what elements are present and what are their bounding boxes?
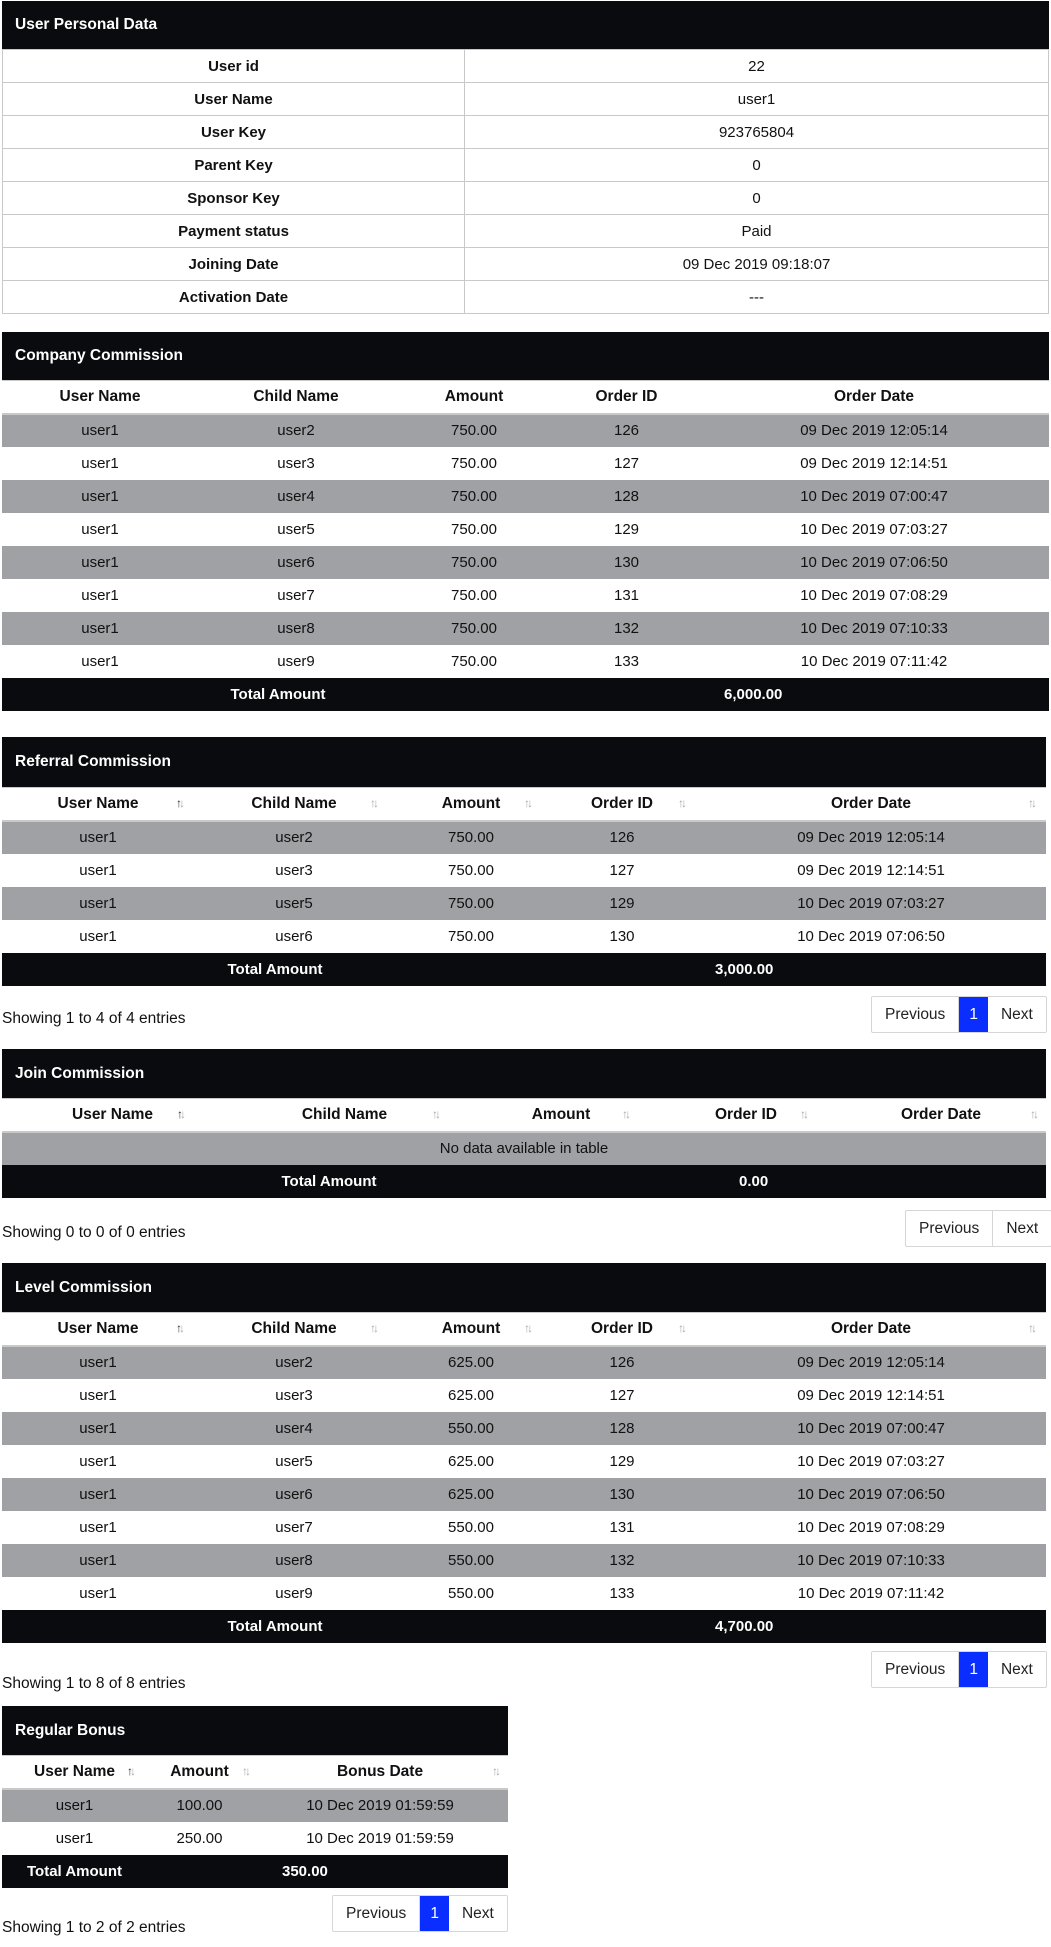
column-header-label: User Name	[57, 794, 139, 812]
sort-icon[interactable]: ↑↓	[492, 1764, 498, 1778]
sort-icon[interactable]: ↑↓	[127, 1764, 133, 1778]
table-cell: user1	[2, 579, 198, 612]
referral-commission-panel	[2, 737, 1046, 986]
field-label: User Name	[3, 83, 465, 116]
table-cell: 750.00	[394, 447, 554, 480]
table-cell: user6	[198, 546, 394, 579]
level-page-1-button[interactable]: 1	[959, 1652, 988, 1687]
table-cell: 128	[548, 1412, 696, 1445]
table-cell: user9	[194, 1577, 394, 1610]
table-row	[2, 887, 1046, 920]
sort-icon[interactable]: ↑↓	[176, 1321, 182, 1335]
column-header-label: Amount	[170, 1762, 229, 1780]
field-value: 22	[465, 50, 1049, 83]
total-label: Total Amount	[2, 953, 548, 986]
column-header-label: Order ID	[590, 1319, 653, 1337]
table-cell: user1	[2, 480, 198, 513]
table-row	[2, 1346, 1046, 1379]
table-cell: user1	[2, 1412, 194, 1445]
column-header-label: User Name	[34, 1762, 115, 1780]
table-cell: user1	[2, 920, 194, 953]
table-row	[2, 546, 1049, 579]
column-header-user-name[interactable]	[2, 788, 194, 821]
column-header-order-id[interactable]	[548, 788, 696, 821]
sort-icon[interactable]: ↑↓	[800, 1107, 806, 1121]
table-cell: 09 Dec 2019 12:05:14	[696, 1346, 1046, 1379]
sort-icon[interactable]: ↑↓	[370, 796, 376, 810]
table-cell: 10 Dec 2019 07:06:50	[696, 920, 1046, 953]
total-row	[2, 953, 1046, 986]
table-row	[2, 920, 1046, 953]
table-cell: 126	[548, 821, 696, 854]
sort-icon[interactable]: ↑↓	[524, 1321, 530, 1335]
table-row	[2, 513, 1049, 546]
field-label: Parent Key	[3, 149, 465, 182]
table-cell: 127	[554, 447, 699, 480]
table-row	[2, 447, 1049, 480]
table-cell: user2	[198, 414, 394, 447]
table-cell: user2	[194, 1346, 394, 1379]
company-commission-title: Company Commission	[2, 332, 1049, 380]
personal-data-row	[3, 281, 1049, 314]
personal-data-row	[3, 50, 1049, 83]
level-entries-info: Showing 1 to 8 of 8 entries	[2, 1675, 186, 1692]
table-cell: 130	[548, 920, 696, 953]
total-value: 0.00	[656, 1165, 1046, 1198]
table-cell: 10 Dec 2019 07:10:33	[696, 1544, 1046, 1577]
sort-icon[interactable]: ↑↓	[1028, 1321, 1034, 1335]
bonus-next-button[interactable]: Next	[461, 1905, 494, 1922]
column-header-amount[interactable]	[466, 1099, 656, 1132]
total-row	[2, 678, 1049, 711]
column-header-child-name[interactable]	[223, 1099, 466, 1132]
empty-message: No data available in table	[2, 1132, 1046, 1165]
table-cell: 126	[548, 1346, 696, 1379]
column-header-label: Order Date	[830, 794, 912, 812]
sort-icon[interactable]: ↑↓	[177, 1107, 183, 1121]
table-row	[2, 645, 1049, 678]
column-header-label: Order Date	[830, 1319, 912, 1337]
table-row	[2, 854, 1046, 887]
bonus-previous-button[interactable]: Previous	[333, 1896, 420, 1931]
sort-icon[interactable]: ↑↓	[432, 1107, 438, 1121]
level-next-button[interactable]: Next	[1000, 1661, 1033, 1678]
table-row	[2, 480, 1049, 513]
sort-icon[interactable]: ↑↓	[1030, 1107, 1036, 1121]
column-header-order-date[interactable]	[836, 1099, 1046, 1132]
join-commission-title: Join Commission	[2, 1049, 1046, 1098]
level-commission-panel	[2, 1263, 1046, 1643]
field-label: User Key	[3, 116, 465, 149]
column-header-label: Child Name	[301, 1105, 388, 1123]
table-row	[2, 1445, 1046, 1478]
table-cell: 750.00	[394, 612, 554, 645]
join-commission-table	[2, 1098, 1046, 1198]
table-cell: user8	[198, 612, 394, 645]
table-cell: user1	[2, 1445, 194, 1478]
personal-data-row	[3, 182, 1049, 215]
column-header-label: Child Name	[251, 794, 337, 812]
company-commission-panel	[2, 332, 1049, 711]
column-header-label: Child Name	[251, 1319, 337, 1337]
sort-icon[interactable]: ↑↓	[524, 796, 530, 810]
join-commission-panel	[2, 1049, 1046, 1198]
table-cell: 550.00	[394, 1412, 548, 1445]
table-cell: user1	[2, 1544, 194, 1577]
field-value: 0	[465, 182, 1049, 215]
total-value: 6,000.00	[554, 678, 1049, 711]
column-header-label: User Name	[59, 387, 141, 405]
table-cell: 126	[554, 414, 699, 447]
table-cell: 132	[554, 612, 699, 645]
personal-data-panel	[2, 1, 1049, 314]
table-cell: 10 Dec 2019 07:11:42	[696, 1577, 1046, 1610]
table-cell: user5	[194, 1445, 394, 1478]
field-label: Joining Date	[3, 248, 465, 281]
sort-icon[interactable]: ↑↓	[176, 796, 182, 810]
table-cell: 131	[554, 579, 699, 612]
table-row	[2, 579, 1049, 612]
company-commission-table	[2, 380, 1049, 711]
table-cell: 250.00	[147, 1822, 252, 1855]
table-cell: 127	[548, 854, 696, 887]
column-header-child-name[interactable]	[194, 788, 394, 821]
table-cell: user1	[2, 414, 198, 447]
table-cell: 130	[554, 546, 699, 579]
table-cell: 133	[548, 1577, 696, 1610]
table-row	[2, 821, 1046, 854]
table-cell: 10 Dec 2019 01:59:59	[252, 1789, 508, 1822]
table-cell: 750.00	[394, 579, 554, 612]
bonus-entries-info: Showing 1 to 2 of 2 entries	[2, 1919, 186, 1936]
table-cell: user3	[194, 854, 394, 887]
table-cell: user5	[194, 887, 394, 920]
column-header-label: User Name	[72, 1105, 153, 1123]
column-header-label: Amount	[441, 794, 501, 812]
regular-bonus-title: Regular Bonus	[2, 1706, 508, 1755]
total-value: 350.00	[147, 1855, 508, 1888]
table-cell: user1	[2, 1478, 194, 1511]
table-row	[2, 1789, 508, 1822]
column-header-user-name[interactable]	[2, 1756, 147, 1789]
table-cell: 09 Dec 2019 12:14:51	[696, 854, 1046, 887]
table-cell: user5	[198, 513, 394, 546]
column-header-label: Child Name	[253, 387, 339, 405]
field-label: Sponsor Key	[3, 182, 465, 215]
personal-data-title: User Personal Data	[2, 1, 1049, 49]
table-cell: 750.00	[394, 480, 554, 513]
table-cell: 10 Dec 2019 07:08:29	[699, 579, 1049, 612]
table-cell: 128	[554, 480, 699, 513]
column-header-amount[interactable]	[147, 1756, 252, 1789]
table-row	[2, 414, 1049, 447]
field-value: 923765804	[465, 116, 1049, 149]
total-value: 3,000.00	[548, 953, 1046, 986]
sort-icon[interactable]: ↑↓	[242, 1764, 248, 1778]
table-cell: 09 Dec 2019 12:05:14	[699, 414, 1049, 447]
bonus-pagination	[332, 1895, 508, 1932]
table-cell: 129	[548, 1445, 696, 1478]
column-header-label: Amount	[531, 1105, 591, 1123]
table-cell: 10 Dec 2019 07:03:27	[699, 513, 1049, 546]
table-cell: user3	[194, 1379, 394, 1412]
table-cell: 750.00	[394, 887, 548, 920]
field-value: 09 Dec 2019 09:18:07	[465, 248, 1049, 281]
field-label: Payment status	[3, 215, 465, 248]
table-cell: 129	[554, 513, 699, 546]
column-header-user-name[interactable]	[2, 1099, 223, 1132]
table-cell: 10 Dec 2019 07:03:27	[696, 1445, 1046, 1478]
column-header-user-name	[2, 381, 198, 414]
sort-icon[interactable]: ↑↓	[678, 796, 684, 810]
table-cell: 550.00	[394, 1544, 548, 1577]
table-cell: user4	[198, 480, 394, 513]
referral-entries-info: Showing 1 to 4 of 4 entries	[2, 1010, 186, 1027]
column-header-label: Order Date	[900, 1105, 982, 1123]
table-cell: user7	[198, 579, 394, 612]
column-header-label: Order Date	[833, 387, 915, 405]
column-header-order-date	[699, 381, 1049, 414]
referral-commission-title: Referral Commission	[2, 737, 1046, 787]
table-row	[2, 1478, 1046, 1511]
table-cell: user7	[194, 1511, 394, 1544]
level-previous-button[interactable]: Previous	[872, 1652, 959, 1687]
column-header-label: Bonus Date	[336, 1762, 424, 1780]
regular-bonus-panel	[2, 1706, 508, 1888]
table-row	[2, 1511, 1046, 1544]
field-label: User id	[3, 50, 465, 83]
sort-icon[interactable]: ↑↓	[622, 1107, 628, 1121]
table-cell: 750.00	[394, 513, 554, 546]
table-cell: 750.00	[394, 414, 554, 447]
column-header-user-name[interactable]	[2, 1313, 194, 1346]
table-cell: 131	[548, 1511, 696, 1544]
personal-data-row	[3, 83, 1049, 116]
personal-data-row	[3, 248, 1049, 281]
table-cell: 09 Dec 2019 12:14:51	[699, 447, 1049, 480]
table-cell: 10 Dec 2019 07:08:29	[696, 1511, 1046, 1544]
sort-icon[interactable]: ↑↓	[370, 1321, 376, 1335]
regular-bonus-table	[2, 1755, 508, 1888]
table-cell: 750.00	[394, 854, 548, 887]
table-row	[2, 1544, 1046, 1577]
join-entries-info: Showing 0 to 0 of 0 entries	[2, 1224, 186, 1241]
table-cell: user1	[2, 854, 194, 887]
table-cell: user1	[2, 447, 198, 480]
table-cell: 550.00	[394, 1577, 548, 1610]
join-pagination	[905, 1210, 1051, 1247]
table-cell: 625.00	[394, 1445, 548, 1478]
personal-data-row	[3, 116, 1049, 149]
column-header-label: Amount	[444, 387, 504, 405]
table-cell: user1	[2, 1511, 194, 1544]
table-cell: user1	[2, 1379, 194, 1412]
column-header-order-id[interactable]	[548, 1313, 696, 1346]
column-header-order-id[interactable]	[656, 1099, 836, 1132]
table-cell: 10 Dec 2019 07:06:50	[699, 546, 1049, 579]
total-label: Total Amount	[2, 678, 554, 711]
referral-pagination	[871, 996, 1047, 1033]
referral-commission-table	[2, 787, 1046, 986]
column-header-amount	[394, 381, 554, 414]
bonus-page-1-button[interactable]: 1	[420, 1896, 449, 1931]
table-cell: 10 Dec 2019 07:00:47	[699, 480, 1049, 513]
table-cell: 10 Dec 2019 01:59:59	[252, 1822, 508, 1855]
table-row	[2, 1577, 1046, 1610]
table-cell: user8	[194, 1544, 394, 1577]
table-cell: user6	[194, 920, 394, 953]
table-cell: user1	[2, 645, 198, 678]
table-cell: 625.00	[394, 1478, 548, 1511]
table-cell: user1	[2, 1346, 194, 1379]
column-header-order-id	[554, 381, 699, 414]
column-header-label: Order ID	[595, 387, 658, 405]
personal-data-table	[2, 49, 1049, 314]
column-header-child-name	[198, 381, 394, 414]
column-header-order-date[interactable]	[696, 1313, 1046, 1346]
table-cell: user1	[2, 513, 198, 546]
referral-previous-button[interactable]: Previous	[872, 997, 959, 1032]
table-cell: 100.00	[147, 1789, 252, 1822]
table-cell: 09 Dec 2019 12:14:51	[696, 1379, 1046, 1412]
table-cell: 127	[548, 1379, 696, 1412]
field-value: 0	[465, 149, 1049, 182]
table-cell: user1	[2, 612, 198, 645]
table-cell: user1	[2, 1577, 194, 1610]
table-cell: 09 Dec 2019 12:05:14	[696, 821, 1046, 854]
column-header-label: Order ID	[590, 794, 653, 812]
referral-next-button[interactable]: Next	[1000, 1006, 1033, 1023]
level-commission-table	[2, 1312, 1046, 1643]
table-cell: 750.00	[394, 920, 548, 953]
total-label: Total Amount	[2, 1855, 147, 1888]
column-header-amount[interactable]	[394, 1313, 548, 1346]
column-header-label: Order ID	[714, 1105, 777, 1123]
total-label: Total Amount	[2, 1165, 656, 1198]
total-value: 4,700.00	[548, 1610, 1046, 1643]
table-cell: 133	[554, 645, 699, 678]
sort-icon[interactable]: ↑↓	[678, 1321, 684, 1335]
column-header-bonus-date[interactable]	[252, 1756, 508, 1789]
table-cell: 550.00	[394, 1511, 548, 1544]
level-pagination	[871, 1651, 1047, 1688]
column-header-child-name[interactable]	[194, 1313, 394, 1346]
table-cell: user6	[194, 1478, 394, 1511]
level-commission-title: Level Commission	[2, 1263, 1046, 1312]
total-label: Total Amount	[2, 1610, 548, 1643]
table-cell: user1	[2, 1789, 147, 1822]
table-cell: user1	[2, 1822, 147, 1855]
table-row	[2, 612, 1049, 645]
table-cell: 10 Dec 2019 07:03:27	[696, 887, 1046, 920]
total-row	[2, 1855, 508, 1888]
table-cell: user1	[2, 887, 194, 920]
table-row	[2, 1379, 1046, 1412]
table-cell: 132	[548, 1544, 696, 1577]
table-cell: user4	[194, 1412, 394, 1445]
total-row	[2, 1165, 1046, 1198]
column-header-amount[interactable]	[394, 788, 548, 821]
column-header-label: Amount	[441, 1319, 501, 1337]
table-cell: 10 Dec 2019 07:06:50	[696, 1478, 1046, 1511]
table-cell: 750.00	[394, 645, 554, 678]
field-label: Activation Date	[3, 281, 465, 314]
personal-data-row	[3, 215, 1049, 248]
table-cell: user1	[2, 546, 198, 579]
total-row	[2, 1610, 1046, 1643]
table-cell: 750.00	[394, 546, 554, 579]
table-cell: user2	[194, 821, 394, 854]
sort-icon[interactable]: ↑↓	[1028, 796, 1034, 810]
personal-data-row	[3, 149, 1049, 182]
table-cell: 10 Dec 2019 07:11:42	[699, 645, 1049, 678]
table-cell: user3	[198, 447, 394, 480]
table-cell: 10 Dec 2019 07:10:33	[699, 612, 1049, 645]
table-cell: 750.00	[394, 821, 548, 854]
table-cell: 129	[548, 887, 696, 920]
empty-row	[2, 1132, 1046, 1165]
table-cell: 10 Dec 2019 07:00:47	[696, 1412, 1046, 1445]
table-cell: user1	[2, 821, 194, 854]
table-cell: 625.00	[394, 1346, 548, 1379]
field-value: user1	[465, 83, 1049, 116]
join-previous-button[interactable]: Previous	[906, 1211, 993, 1246]
column-header-label: User Name	[57, 1319, 139, 1337]
referral-page-1-button[interactable]: 1	[959, 997, 988, 1032]
table-cell: 625.00	[394, 1379, 548, 1412]
field-value: ---	[465, 281, 1049, 314]
table-row	[2, 1412, 1046, 1445]
table-cell: 130	[548, 1478, 696, 1511]
table-cell: user9	[198, 645, 394, 678]
field-value: Paid	[465, 215, 1049, 248]
join-next-button[interactable]: Next	[1006, 1220, 1039, 1237]
column-header-order-date[interactable]	[696, 788, 1046, 821]
table-row	[2, 1822, 508, 1855]
